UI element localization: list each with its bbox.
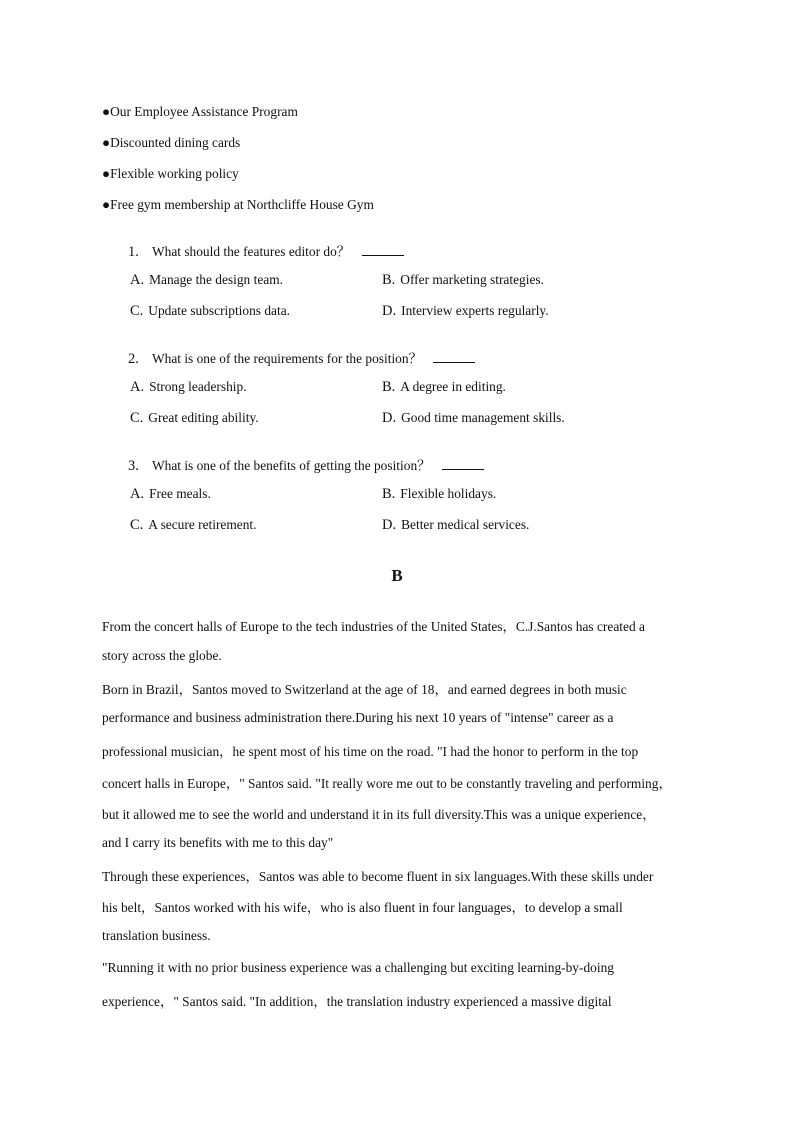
option-c — [130, 303, 290, 320]
answer-blank[interactable] — [442, 457, 484, 470]
option-text: Flexible holidays. — [400, 486, 497, 501]
question-2 — [128, 348, 475, 368]
option-letter: A. — [130, 486, 145, 502]
option-letter: D. — [382, 517, 397, 533]
option-text: Update subscriptions data. — [148, 303, 290, 318]
option-letter: D. — [382, 410, 397, 426]
option-c — [130, 517, 257, 534]
option-text: A secure retirement. — [148, 517, 257, 532]
option-letter: C. — [130, 410, 144, 426]
passage-line: but it allowed me to see the world and understand it in its full diversity.This was a unique experience， — [102, 807, 656, 822]
option-letter: B. — [382, 486, 396, 502]
option-letter: D. — [382, 303, 397, 319]
question-number: 3. — [128, 458, 139, 474]
bullet-item: ●Free gym membership at Northcliffe House Gym — [102, 197, 374, 212]
question-3 — [128, 455, 484, 475]
passage-line: his belt，Santos worked with his wife，who is also fluent in four languages，to develop a small — [102, 900, 623, 915]
question-number: 1. — [128, 244, 139, 260]
option-c — [130, 410, 259, 427]
option-b — [382, 272, 544, 289]
question-text: What should the features editor do？ — [151, 244, 351, 259]
option-a — [130, 379, 247, 396]
passage-line: Born in Brazil，Santos moved to Switzerland at the age of 18，and earned degrees in both music — [102, 682, 627, 697]
passage-line: professional musician，he spent most of his time on the road. "I had the honor to perform in the top — [102, 744, 639, 759]
option-text: A degree in editing. — [400, 379, 506, 394]
bullet-item: ●Our Employee Assistance Program — [102, 104, 298, 119]
option-d — [382, 410, 565, 427]
option-text: Great editing ability. — [148, 410, 259, 425]
option-letter: B. — [382, 272, 396, 288]
option-text: Offer marketing strategies. — [400, 272, 544, 287]
option-b — [382, 486, 496, 503]
bullet-item: ●Discounted dining cards — [102, 135, 241, 150]
bullet-item: ●Flexible working policy — [102, 166, 239, 181]
option-b — [382, 379, 506, 396]
passage-line: story across the globe. — [102, 648, 222, 663]
passage-line: performance and business administration there.During his next 10 years of "intense" career as a — [102, 710, 614, 725]
question-text: What is one of the requirements for the position？ — [151, 351, 422, 366]
section-heading: B — [391, 566, 403, 585]
passage-line: "Running it with no prior business experience was a challenging but exciting learning-by-doing — [102, 960, 614, 975]
answer-blank[interactable] — [433, 350, 475, 363]
passage-line: Through these experiences，Santos was able to become fluent in six languages.With these skills under — [102, 869, 654, 884]
option-letter: C. — [130, 517, 144, 533]
option-text: Manage the design team. — [149, 272, 283, 287]
option-letter: A. — [130, 272, 145, 288]
option-letter: B. — [382, 379, 396, 395]
passage-line: and I carry its benefits with me to this day" — [102, 835, 334, 850]
option-text: Interview experts regularly. — [401, 303, 549, 318]
passage-line: From the concert halls of Europe to the tech industries of the United States，C.J.Santos has created a — [102, 619, 645, 634]
option-letter: C. — [130, 303, 144, 319]
option-d — [382, 517, 529, 534]
option-letter: A. — [130, 379, 145, 395]
option-d — [382, 303, 549, 320]
passage-line: concert halls in Europe，" Santos said. "It really wore me out to be constantly traveling and performing， — [102, 776, 672, 791]
question-text: What is one of the benefits of getting the position？ — [151, 458, 431, 473]
option-text: Strong leadership. — [149, 379, 247, 394]
passage-line: experience，" Santos said. "In addition，the translation industry experienced a massive digital — [102, 994, 612, 1009]
option-a — [130, 272, 283, 289]
option-text: Good time management skills. — [401, 410, 565, 425]
option-a — [130, 486, 211, 503]
question-number: 2. — [128, 351, 139, 367]
passage-line: translation business. — [102, 928, 211, 943]
question-1 — [128, 241, 404, 261]
option-text: Free meals. — [149, 486, 211, 501]
answer-blank[interactable] — [362, 243, 404, 256]
option-text: Better medical services. — [401, 517, 530, 532]
